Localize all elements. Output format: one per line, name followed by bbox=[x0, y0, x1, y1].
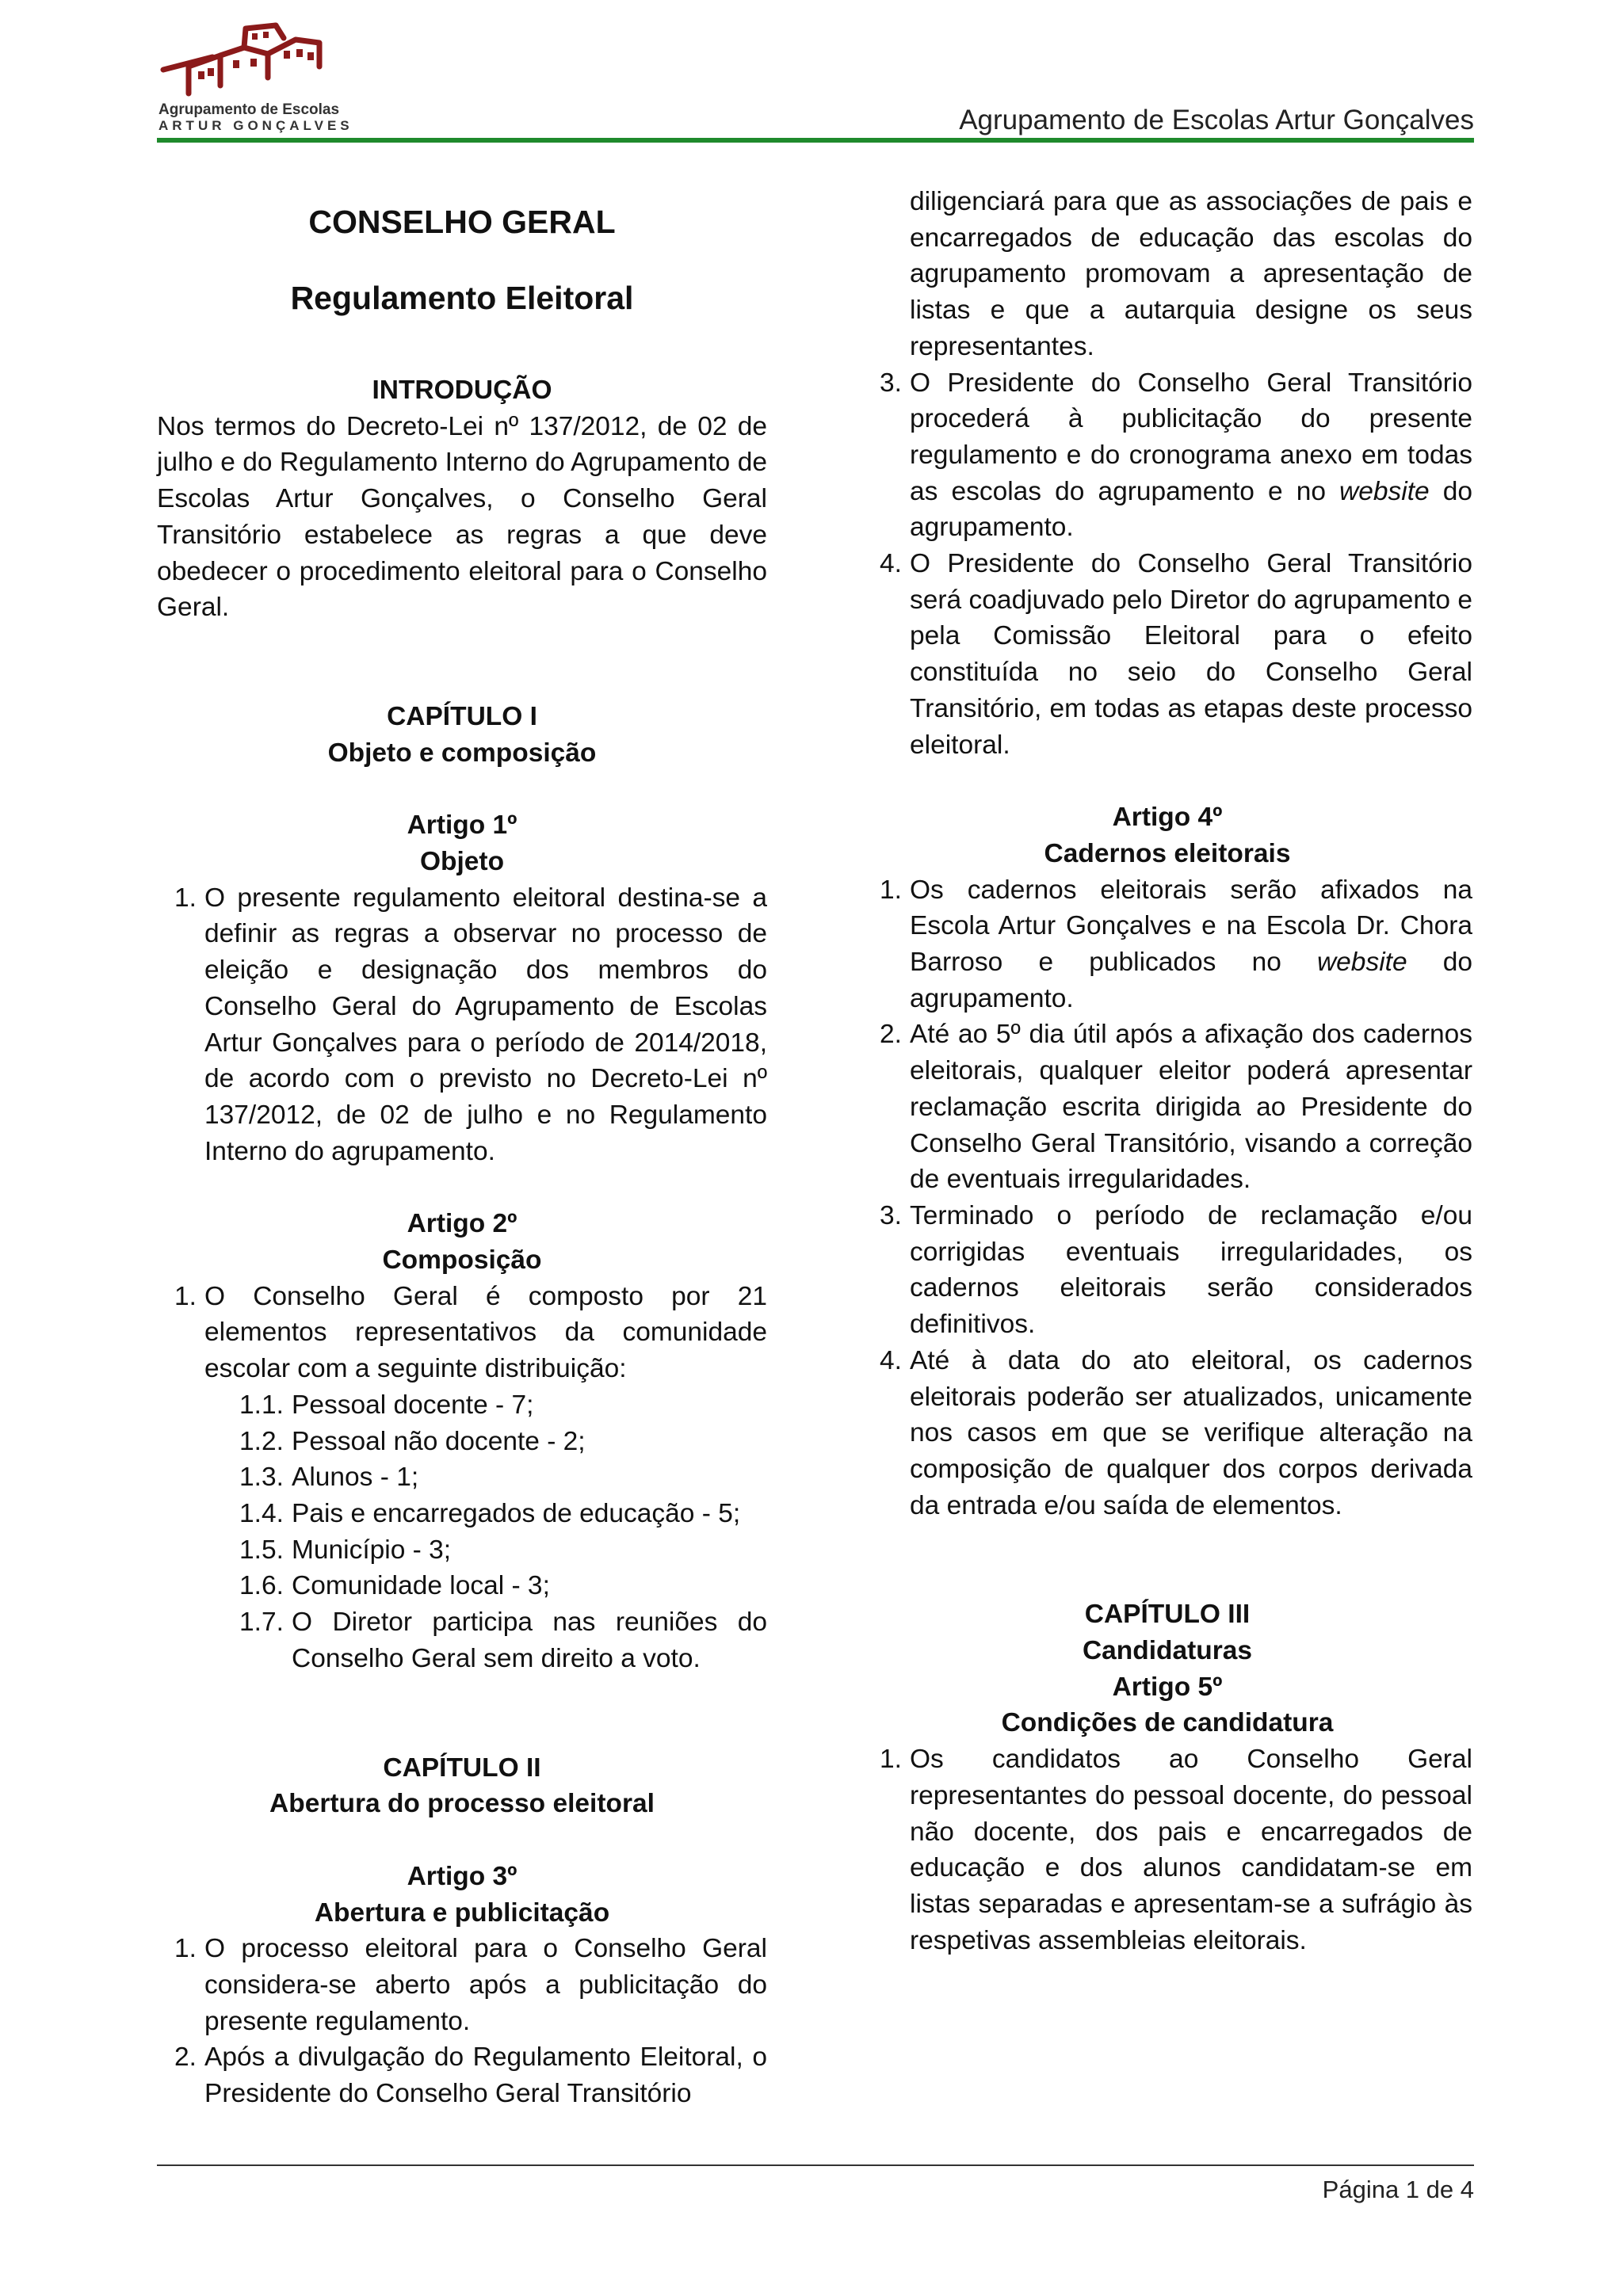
list-text: O Diretor participa nas reuniões do Conselho Geral sem direito a voto. bbox=[292, 1608, 767, 1673]
list-number: 1.7. bbox=[239, 1608, 284, 1638]
article-4-item bbox=[862, 1198, 1472, 1343]
list-number: 1.5. bbox=[239, 1535, 284, 1565]
list-number: 1.1. bbox=[239, 1390, 284, 1420]
list-text: Município - 3; bbox=[292, 1535, 452, 1565]
list-number: 1. bbox=[174, 1281, 197, 1311]
article-3-item bbox=[862, 365, 1472, 547]
article-2-subtitle: Composição bbox=[382, 1245, 542, 1276]
article-2-sub-item bbox=[157, 1568, 767, 1604]
intro-paragraph: Nos termos do Decreto-Lei nº 137/2012, de 02 de julho e do Regulamento Interno do Agrupamento de Escolas Artur Gonçalves, o Conselho Geral Transitório estabelece as regras a que deve obedecer o procedimento eleitoral para o Conselho Geral. bbox=[157, 411, 767, 623]
list-text: O presente regulamento eleitoral destina-se a definir as regras a observar no processo de eleição e designação dos membros do Conselho Geral do Agrupamento de Escolas Artur Gonçalves para o período de 2014/2018, de acordo com o previsto no Decreto-Lei nº 137/2012, de 02 de julho e no Regulamento Interno do agrupamento. bbox=[204, 883, 767, 1166]
intro-heading: INTRODUÇÃO bbox=[372, 376, 552, 405]
list-number: 1.4. bbox=[239, 1498, 284, 1528]
chapter-2-title: CAPÍTULO II bbox=[383, 1753, 541, 1783]
article-2-sub-item bbox=[157, 1496, 767, 1532]
list-text: Pessoal não docente - 2; bbox=[292, 1426, 586, 1456]
article-3-item bbox=[862, 546, 1472, 763]
article-2-sub-item bbox=[157, 1387, 767, 1424]
list-text: Pessoal docente - 7; bbox=[292, 1390, 534, 1420]
article-2-sub-item bbox=[157, 1532, 767, 1569]
article-3-subtitle: Abertura e publicitação bbox=[314, 1897, 610, 1928]
article-4-list bbox=[862, 872, 1472, 1524]
article-3-item bbox=[157, 1931, 767, 2039]
header-divider bbox=[157, 138, 1474, 143]
emphasis-text: website bbox=[1316, 948, 1407, 978]
list-number: 1.2. bbox=[239, 1426, 284, 1456]
list-number: 1.6. bbox=[239, 1571, 284, 1601]
footer-divider bbox=[157, 2164, 1474, 2166]
list-text: Até à data do ato eleitoral, os cadernos eleitorais poderão ser atualizados, unicamente nos casos em que se verifique alteração na composição de qualquer dos corpos derivada da entrada e/ou saída de elementos. bbox=[910, 1345, 1472, 1520]
article-4-item bbox=[862, 1016, 1472, 1198]
list-number: 2. bbox=[880, 1020, 902, 1050]
list-number: 1. bbox=[880, 1745, 902, 1775]
article-1-item bbox=[157, 880, 767, 1170]
page-header bbox=[157, 22, 1474, 141]
list-number: 1. bbox=[174, 1934, 197, 1964]
school-logo bbox=[157, 22, 363, 141]
article-4-title: Artigo 4º bbox=[1112, 803, 1223, 833]
list-text: Pais e encarregados de educação - 5; bbox=[292, 1498, 741, 1528]
article-1-subtitle: Objeto bbox=[419, 847, 505, 877]
list-text: O Presidente do Conselho Geral Transitório procederá à publicitação do presente regulamento e do cronograma anexo em todas as escolas do agrupamento e no website do agrupamento. bbox=[910, 368, 1472, 543]
list-number: 1. bbox=[880, 875, 902, 905]
chapter-1-title: CAPÍTULO I bbox=[387, 701, 537, 731]
list-number: 1. bbox=[174, 883, 197, 913]
list-text: O Presidente do Conselho Geral Transitório será coadjuvado pelo Diretor do agrupamento e pela Comissão Eleitoral para o efeito constituída no seio do Conselho Geral Transitório, em todas as etapas deste processo eleitoral. bbox=[910, 549, 1472, 760]
article-3-list-continued bbox=[862, 365, 1472, 764]
article-2-list bbox=[157, 1279, 767, 1387]
list-text: Comunidade local - 3; bbox=[292, 1571, 550, 1601]
article-1-title: Artigo 1º bbox=[407, 810, 517, 841]
article-1-list bbox=[157, 880, 767, 1170]
article-5-list bbox=[862, 1741, 1472, 1958]
list-text: Terminado o período de reclamação e/ou corrigidas eventuais irregularidades, os cadernos eleitorais serão considerados definitivos. bbox=[910, 1200, 1472, 1340]
logo-text-line2: ARTUR GONÇALVES bbox=[158, 118, 353, 133]
article-2-title: Artigo 2º bbox=[407, 1209, 517, 1239]
article-2-sub-item bbox=[157, 1459, 767, 1496]
article-2-sublist bbox=[157, 1387, 767, 1677]
list-number: 3. bbox=[880, 368, 902, 398]
left-column bbox=[157, 184, 767, 2112]
article-5-item bbox=[862, 1741, 1472, 1958]
document-title: CONSELHO GERAL bbox=[308, 204, 616, 240]
list-text: O processo eleitoral para o Conselho Geral considera-se aberto após a publicitação do presente regulamento. bbox=[204, 1934, 767, 2036]
logo-text-line1: Agrupamento de Escolas bbox=[158, 101, 340, 118]
article-2-item bbox=[157, 1279, 767, 1387]
chapter-3-title: CAPÍTULO III bbox=[1084, 1600, 1251, 1630]
list-number: 2. bbox=[174, 2042, 197, 2073]
list-text: Os cadernos eleitorais serão afixados na Escola Artur Gonçalves e na Escola Dr. Chora Barroso e publicados no website do agrupamento. bbox=[910, 875, 1472, 1013]
emphasis-text: website bbox=[1339, 476, 1430, 506]
article-4-subtitle: Cadernos eleitorais bbox=[1044, 838, 1291, 868]
school-logo-icon bbox=[157, 22, 339, 101]
list-text: Alunos - 1; bbox=[292, 1463, 419, 1493]
article-3-title: Artigo 3º bbox=[407, 1861, 517, 1891]
article-5-subtitle: Condições de candidatura bbox=[1001, 1708, 1334, 1738]
list-number: 3. bbox=[880, 1200, 902, 1230]
list-number: 1.3. bbox=[239, 1463, 284, 1493]
right-column bbox=[862, 184, 1472, 1958]
article-3-continuation: diligenciará para que as associações de pais e encarregados de educação das escolas do agrupamento promovam a apresentação de listas e que a autarquia designe os seus representantes. bbox=[910, 187, 1472, 361]
document-subtitle: Regulamento Eleitoral bbox=[290, 280, 634, 316]
header-title: Agrupamento de Escolas Artur Gonçalves bbox=[959, 105, 1474, 135]
article-5-title: Artigo 5º bbox=[1112, 1672, 1223, 1702]
article-2-sub-item bbox=[157, 1424, 767, 1460]
article-4-item bbox=[862, 872, 1472, 1017]
list-number: 4. bbox=[880, 1345, 902, 1375]
list-number: 4. bbox=[880, 549, 902, 579]
article-3-list bbox=[157, 1931, 767, 2112]
list-text: Até ao 5º dia útil após a afixação dos cadernos eleitorais, qualquer eleitor poderá apresentar reclamação escrita dirigida ao Presidente do Conselho Geral Transitório, visando a correção de eventuais irregularidades. bbox=[910, 1020, 1472, 1195]
chapter-2-subtitle: Abertura do processo eleitoral bbox=[269, 1789, 655, 1819]
list-text: O Conselho Geral é composto por 21 elementos representativos da comunidade escolar com a seguinte distribuição: bbox=[204, 1281, 767, 1384]
page-number: Página 1 de 4 bbox=[1322, 2176, 1474, 2203]
article-4-item bbox=[862, 1343, 1472, 1524]
chapter-3-subtitle: Candidaturas bbox=[1082, 1636, 1253, 1666]
article-3-item bbox=[157, 2039, 767, 2111]
article-2-sub-item bbox=[157, 1604, 767, 1676]
list-text: Os candidatos ao Conselho Geral representantes do pessoal docente, do pessoal não docente, dos pais e encarregados de educação e dos alunos candidatam-se em listas separadas e apresentam-se a sufrágio às respetivas assembleias eleitorais. bbox=[910, 1745, 1472, 1955]
chapter-1-subtitle: Objeto e composição bbox=[327, 738, 597, 768]
list-text: Após a divulgação do Regulamento Eleitoral, o Presidente do Conselho Geral Transitório bbox=[204, 2042, 767, 2109]
